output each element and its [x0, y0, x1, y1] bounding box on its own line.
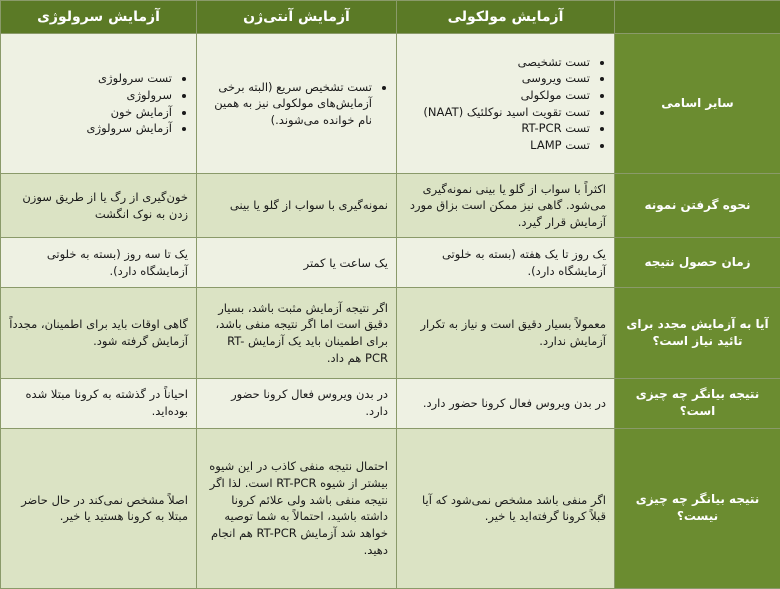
- row-label: نحوه گرفتن نمونه: [615, 174, 780, 238]
- cell-antigen: در بدن ویروس فعال کرونا حضور دارد.: [197, 378, 397, 428]
- antigen-names-list: [205, 79, 388, 129]
- corner-cell: [615, 1, 780, 34]
- list-item: • آزمایش خون: [9, 104, 172, 121]
- list-item: • تست LAMP: [405, 137, 590, 154]
- list-item: • تست تشخیصی: [405, 54, 590, 71]
- cell-antigen: نمونه‌گیری با سواب از گلو یا بینی: [197, 174, 397, 238]
- row-label: نتیجه بیانگر چه چیزی نیست؟: [615, 428, 780, 588]
- cell-antigen: احتمال نتیجه منفی کاذب در این شیوه بیشتر از شیوه RT-PCR است. لذا اگر نتیجه منفی باشد ولی علائم کرونا داشته باشید، احتمالاً به شما توصیه خواهد شد آزمایش RT-PCR هم انجام دهید.: [197, 428, 397, 588]
- cell-serology: گاهی اوقات باید برای اطمینان، مجدداً آزمایش گرفته شود.: [1, 288, 197, 378]
- serology-names-list: [9, 70, 188, 137]
- list-item: • سرولوژی: [9, 87, 172, 104]
- list-item: • تست مولکولی: [405, 87, 590, 104]
- header-row: [1, 1, 780, 34]
- cell-molecular: اگر منفی باشد مشخص نمی‌شود که آیا قبلاً کرونا گرفته‌اید یا خیر.: [397, 428, 615, 588]
- list-item: • تست تشخیص سریع (البته برخی آزمایش‌های مولکولی نیز به همین نام خوانده می‌شوند.): [205, 79, 372, 129]
- row-retest: [1, 288, 780, 378]
- cell-antigen: [197, 34, 397, 174]
- cell-serology: یک تا سه روز (بسته به خلوتی آزمایشگاه دارد).: [1, 238, 197, 288]
- header-antigen: آزمایش آنتی‌ژن: [197, 1, 397, 34]
- row-label: سایر اسامی: [615, 34, 780, 174]
- cell-antigen: اگر نتیجه آزمایش مثبت باشد، بسیار دقیق است اما اگر نتیجه منفی باشد، برای اطمینان باید یک آزمایش RT-PCR هم داد.: [197, 288, 397, 378]
- cell-molecular: معمولاً بسیار دقیق است و نیاز به تکرار آزمایش ندارد.: [397, 288, 615, 378]
- row-label: نتیجه بیانگر چه چیزی است؟: [615, 378, 780, 428]
- list-item: • تست تقویت اسید نوکلئیک (NAAT): [405, 104, 590, 121]
- cell-serology: اصلاً مشخص نمی‌کند در حال حاضر مبتلا به کرونا هستید یا خیر.: [1, 428, 197, 588]
- cell-serology: احیاناً در گذشته به کرونا مبتلا شده بوده‌اید.: [1, 378, 197, 428]
- cell-molecular: [397, 34, 615, 174]
- row-result-time: [1, 238, 780, 288]
- list-item: • تست ویروسی: [405, 70, 590, 87]
- cell-serology: [1, 34, 197, 174]
- list-item: • تست RT-PCR: [405, 120, 590, 137]
- row-not-indicates: [1, 428, 780, 588]
- cell-molecular: یک روز تا یک هفته (بسته به خلوتی آزمایشگاه دارد).: [397, 238, 615, 288]
- header-serology: آزمایش سرولوژی: [1, 1, 197, 34]
- row-label: آیا به آزمایش مجدد برای تائید نیاز است؟: [615, 288, 780, 378]
- cell-molecular: اکثراً با سواب از گلو یا بینی نمونه‌گیری می‌شود. گاهی نیز ممکن است بزاق مورد آزمایش قرار گیرد.: [397, 174, 615, 238]
- cell-molecular: در بدن ویروس فعال کرونا حضور دارد.: [397, 378, 615, 428]
- list-item: • تست سرولوژی: [9, 70, 172, 87]
- row-label: زمان حصول نتیجه: [615, 238, 780, 288]
- cell-serology: خون‌گیری از رگ یا از طریق سوزن زدن به نوک انگشت: [1, 174, 197, 238]
- row-indicates: [1, 378, 780, 428]
- list-item: • آزمایش سرولوژی: [9, 120, 172, 137]
- molecular-names-list: [405, 54, 606, 154]
- row-other-names: [1, 34, 780, 174]
- header-molecular: آزمایش مولکولی: [397, 1, 615, 34]
- cell-antigen: یک ساعت یا کمتر: [197, 238, 397, 288]
- row-sampling: [1, 174, 780, 238]
